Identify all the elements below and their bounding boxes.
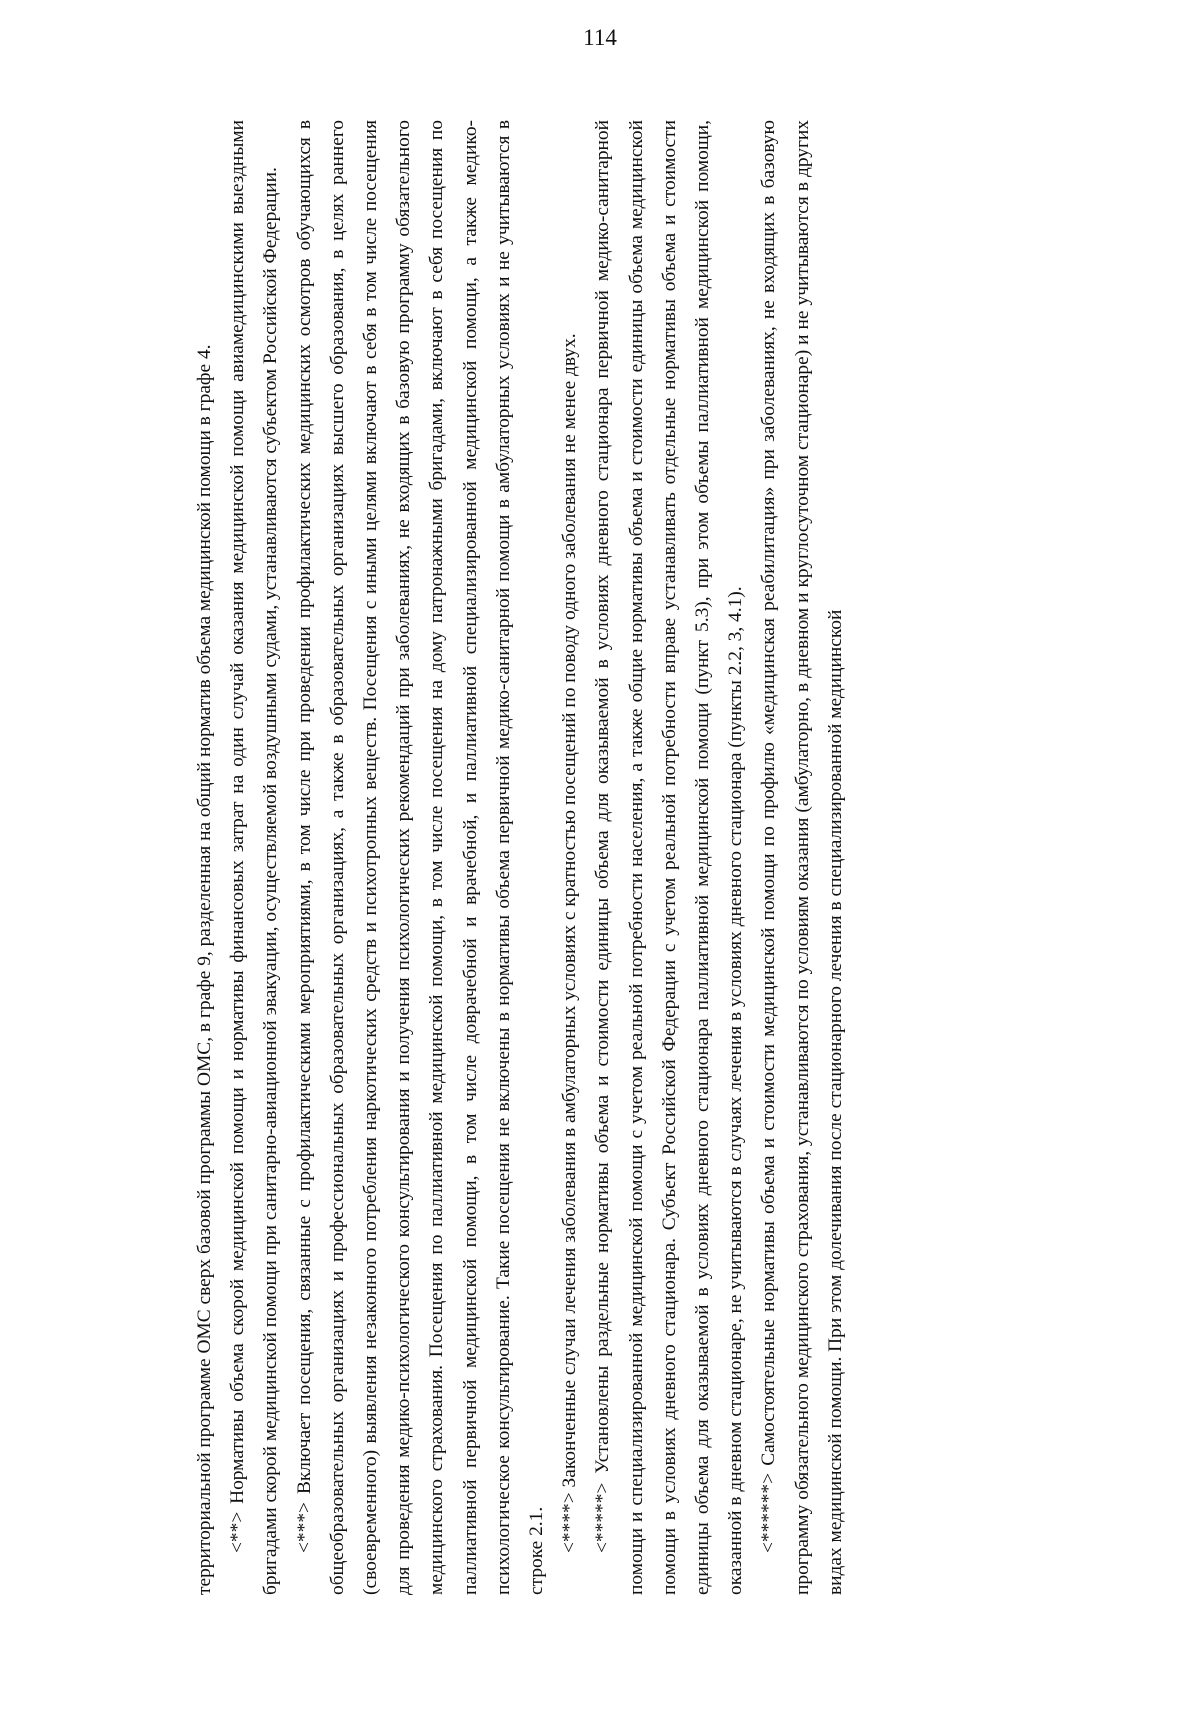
- footnote-completed-cases: <****> Законченные случаи лечения заболевания в амбулаторных условиях с кратностью посещений по поводу одного заболевания не менее двух.: [559, 333, 581, 1553]
- footnote-preventive-visits: <***> Включает посещения, связанные с профилактическими мероприятиями, в том числе при проведении профилактических медицинских осмотров обучающихся в общеобразовательных организациях и профессиональных образовательных организациях, а также в образовательных организациях высшего образования, в целях раннего (своевременного) выявления незаконного потребления наркотических средств и психотропных веществ. Посещения с иными целями включают в себя в том числе посещения для проведения медико-психологического консультирования и получения психологических рекомендаций при заболеваниях, не входящих в базовую программу обязательного медицинского страхования. Посещения по паллиативной медицинской помощи, в том числе посещения на дому патронажными бригадами, включают в себя посещения по паллиативной первичной медицинской помощи, в том числе доврачебной и врачебной, и паллиативной специализированной медицинской помощи, а также медико-психологическое консультирование. Такие посещения не включены в нормативы объема первичной медико-санитарной помощи в амбулаторных условиях и не учитываются в строке 2.1.: [293, 120, 548, 1595]
- footnote-emergency-care: <**> Нормативы объема скорой медицинской помощи и нормативы финансовых затрат на один случай оказания медицинской помощи авиамедицинскими выездными бригадами скорой медицинской помощи при санитарно-авиационной эвакуации, осуществляемой воздушными судами, устанавливаются субъектом Российской Федерации.: [227, 120, 282, 1595]
- page-number: 114: [583, 25, 617, 50]
- footnote-day-hospital: <*****> Установлены раздельные нормативы объема и стоимости единицы объема для оказываемой в условиях дневного стационара первичной медико-санитарной помощи и специализированной медицинской помощи с учетом реальной потребности населения, а также общие нормативы объема и стоимости единицы объема медицинской помощи в условиях дневного стационара. Субъект Российской Федерации с учетом реальной потребности вправе устанавливать отдельные нормативы объема и стоимости единицы объема для оказываемой в условиях дневного стационара паллиативной медицинской помощи (пункт 5.3), при этом объемы паллиативной медицинской помощи, оказанной в дневном стационаре, не учитываются в случаях лечения в условиях дневного стационара (пункты 2.2, 3, 4.1).: [592, 120, 747, 1595]
- paragraph-continuation: территориальной программе ОМС сверх базовой программы ОМС, в графе 9, разделенная на общий норматив объема медицинской помощи в графе 4.: [194, 344, 215, 1595]
- footnote-rehabilitation: <******> Самостоятельные нормативы объема и стоимости медицинской помощи по профилю «медицинская реабилитация» при заболеваниях, не входящих в базовую программу обязательного медицинского страхования, устанавливаются по условиям оказания (амбулаторно, в дневном и круглосуточном стационаре) и не учитываются в других видах медицинской помощи. При этом долечивания после стационарного лечения в специализированной медицинской: [758, 120, 846, 1595]
- document-body: [188, 120, 1078, 1595]
